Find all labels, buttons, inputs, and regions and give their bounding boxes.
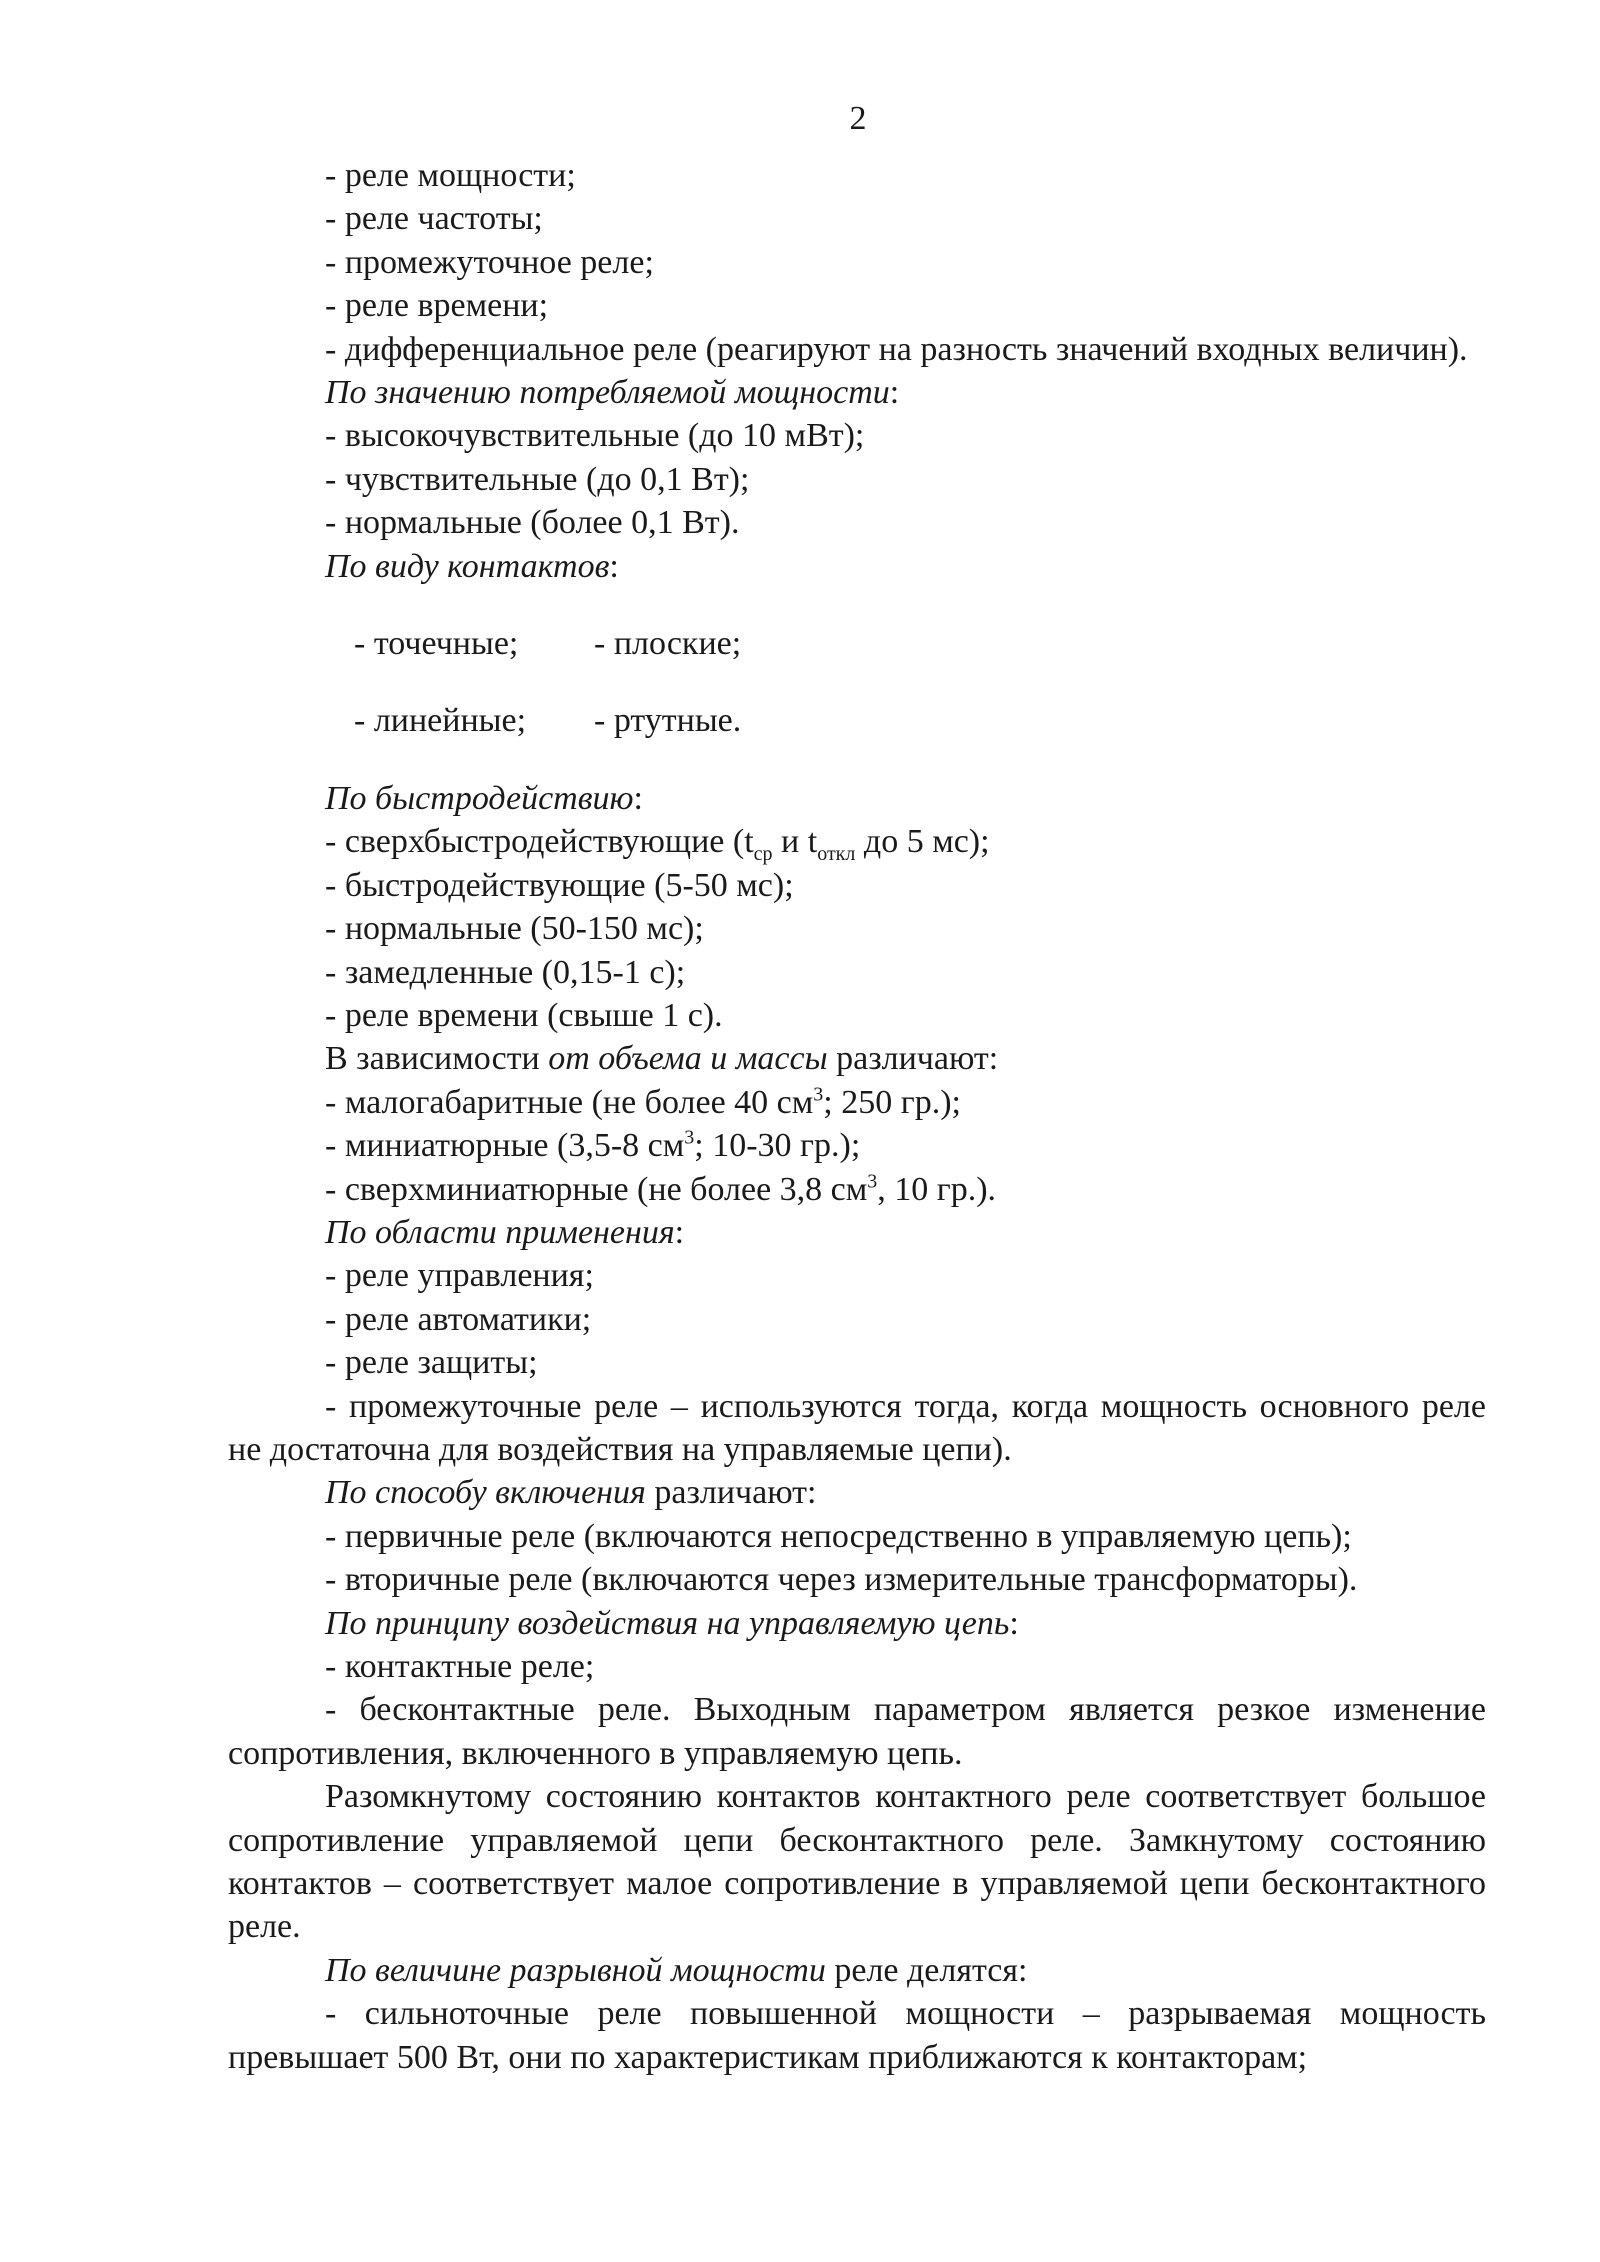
list-item: - реле защиты; [325,1344,538,1382]
list-item: - первичные реле (включаются непосредственно в управляемую цепь); [325,1517,1352,1555]
list-item: - реле автоматики; [325,1300,592,1338]
heading-italic: По способу включения [325,1474,646,1512]
page-number: 2 [849,100,867,137]
list-item: - сверхминиатюрные (не более 3,8 $см^3$, 10 гр.). [325,1170,997,1208]
section-heading: По быстродействию: [325,779,643,817]
list-item: - промежуточное реле; [325,243,654,281]
list-item: - контактные реле; [325,1648,595,1685]
section-heading: По области применения: [325,1213,685,1251]
list-item: - нормальные (50-150 мс); [325,910,704,948]
heading-italic: По виду контактов [325,547,610,585]
list-item: - реле времени (свыше 1 с). [325,996,723,1034]
list-item: - сильноточные реле повышенной мощности – разрываемая мощность превышает 500 Вт, они по характеристикам приближаются к контакторам; [228,1995,1486,2076]
two-column-row [228,622,1486,665]
paragraph: Разомкнутому состоянию контактов контактного реле соответствует большое сопротивление управляемой цепи бесконтактного реле. Замкнутому состоянию контактов – соответствует малое сопротивление в управляемой цепи бесконтактного реле. [228,1778,1486,1946]
heading-italic: По значению потребляемой мощности [325,374,890,412]
list-item: - высокочувствительные (до 10 мВт); [325,417,865,455]
list-item: - ртутные. [594,702,742,740]
list-item: - реле мощности; [325,157,576,194]
body-text [228,154,1486,2079]
section-heading: По значению потребляемой мощности: [325,374,900,412]
list-item: - малогабаритные (не более 40 $см^3$; 250 гр.); [325,1083,961,1121]
heading-italic: от объема и массы [548,1040,828,1078]
list-item: - промежуточные реле – используются тогда, когда мощность основного реле не достаточна для воздействия на управляемые цепи). [228,1387,1486,1468]
list-item: - реле управления; [325,1257,594,1295]
list-item: - точечные; [354,625,519,663]
heading-italic: По принципу воздействия на управляемую цепь [325,1604,1010,1642]
heading-italic: По величине разрывной мощности [325,1951,826,1989]
section-heading: По величине разрывной мощности реле делятся: [325,1951,1028,1989]
list-item: - чувствительные (до 0,1 Вт); [325,460,750,498]
list-item: - сверхбыстродействующие ($t_{ср}$ и $t_{откл}$ до 5 мс); [325,823,990,866]
list-item: - реле частоты; [325,200,543,238]
section-heading: По принципу воздействия на управляемую цепь: [325,1604,1019,1642]
list-item: - замедленные (0,15-1 с); [325,953,686,991]
section-heading: В зависимости от объема и массы различают: [325,1040,999,1078]
heading-italic: По быстродействию [325,779,634,817]
list-item: - линейные; [354,702,527,740]
two-column-row [228,699,1486,742]
list-item: - дифференциальное реле (реагируют на разность значений входных величин). [325,330,1468,368]
section-heading: По способу включения различают: [325,1474,817,1512]
list-item: - бесконтактные реле. Выходным параметром является резкое изменение сопротивления, включенного в управляемую цепь. [228,1691,1486,1772]
list-item: - нормальные (более 0,1 Вт). [325,504,740,542]
list-item: - реле времени; [325,287,549,325]
section-heading: По виду контактов: [325,547,619,585]
list-item: - плоские; [594,625,742,663]
list-item: - вторичные реле (включаются через измерительные трансформаторы). [325,1561,1358,1599]
list-item: - миниатюрные (3,5-8 $см^3$; 10-30 гр.); [325,1126,861,1165]
list-item: - быстродействующие (5-50 мс); [325,866,794,904]
heading-italic: По области применения [325,1213,675,1251]
